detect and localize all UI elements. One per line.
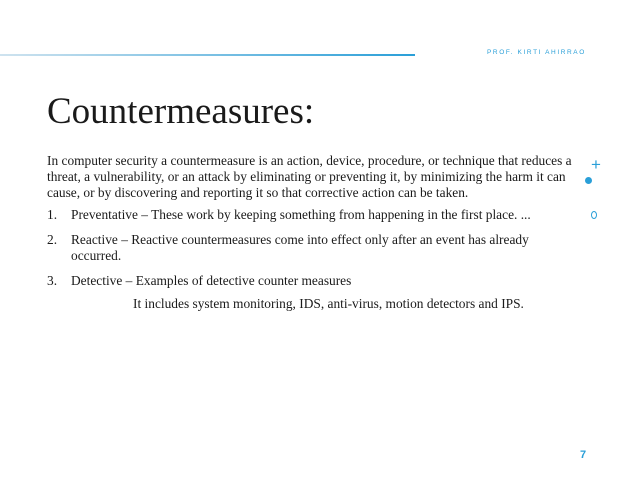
list-item-text: Detective – Examples of detective counter measures bbox=[71, 273, 352, 288]
list-item-number: 1. bbox=[47, 207, 58, 222]
header-rule bbox=[0, 54, 415, 56]
slide-title: Countermeasures: bbox=[47, 91, 315, 132]
intro-paragraph: In computer security a countermeasure is an action, device, procedure, or technique that reduces a threat, a vulnerability, or an attack by eliminating or preventing it, by minimizing the harm it can cause, or by discovering and reporting it so that corrective action can be taken. bbox=[47, 153, 572, 200]
page-number: 7 bbox=[580, 449, 587, 461]
countermeasure-list bbox=[47, 207, 577, 298]
list-item bbox=[47, 207, 577, 223]
list-item-number: 2. bbox=[47, 232, 58, 247]
ring-icon bbox=[591, 211, 597, 219]
list-item-number: 3. bbox=[47, 273, 58, 288]
examples-note: It includes system monitoring, IDS, anti-virus, motion detectors and IPS. bbox=[133, 296, 524, 311]
list-item bbox=[47, 273, 577, 289]
list-item-text: Preventative – These work by keeping something from happening in the first place. ... bbox=[71, 207, 531, 222]
plus-icon: + bbox=[591, 155, 601, 174]
author-label: PROF. KIRTI AHIRRAO bbox=[487, 49, 586, 56]
list-item bbox=[47, 232, 577, 264]
list-item-text: Reactive – Reactive countermeasures come into effect only after an event has already occurred. bbox=[71, 232, 529, 263]
dot-icon bbox=[585, 177, 592, 184]
